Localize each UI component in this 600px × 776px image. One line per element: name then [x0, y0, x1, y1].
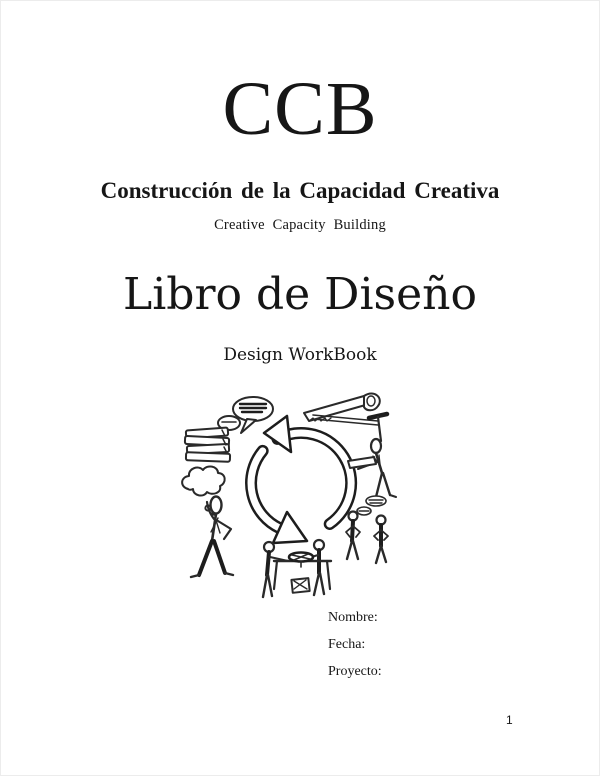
- title-spanish: Construcción de la Capacidad Creativa: [100, 178, 500, 203]
- books-stack-icon: [185, 428, 230, 462]
- design-cycle-illustration: [166, 389, 406, 603]
- cover-form-fields: [328, 611, 382, 692]
- table-workers: [263, 540, 331, 597]
- talking-people: [346, 496, 388, 563]
- page-title: CCB: [222, 67, 378, 151]
- subtitle-english: Design WorkBook: [223, 345, 377, 365]
- field-label-proyecto: Proyecto:: [328, 664, 382, 679]
- field-label-fecha: Fecha:: [328, 637, 366, 652]
- subtitle-spanish: Libro de Diseño: [123, 269, 477, 320]
- thinking-person: [191, 497, 233, 578]
- field-label-nombre: Nombre:: [328, 610, 378, 625]
- page-number: 1: [506, 713, 513, 727]
- title-english: Creative Capacity Building: [214, 217, 386, 233]
- cycle-arrows-icon: [251, 416, 351, 543]
